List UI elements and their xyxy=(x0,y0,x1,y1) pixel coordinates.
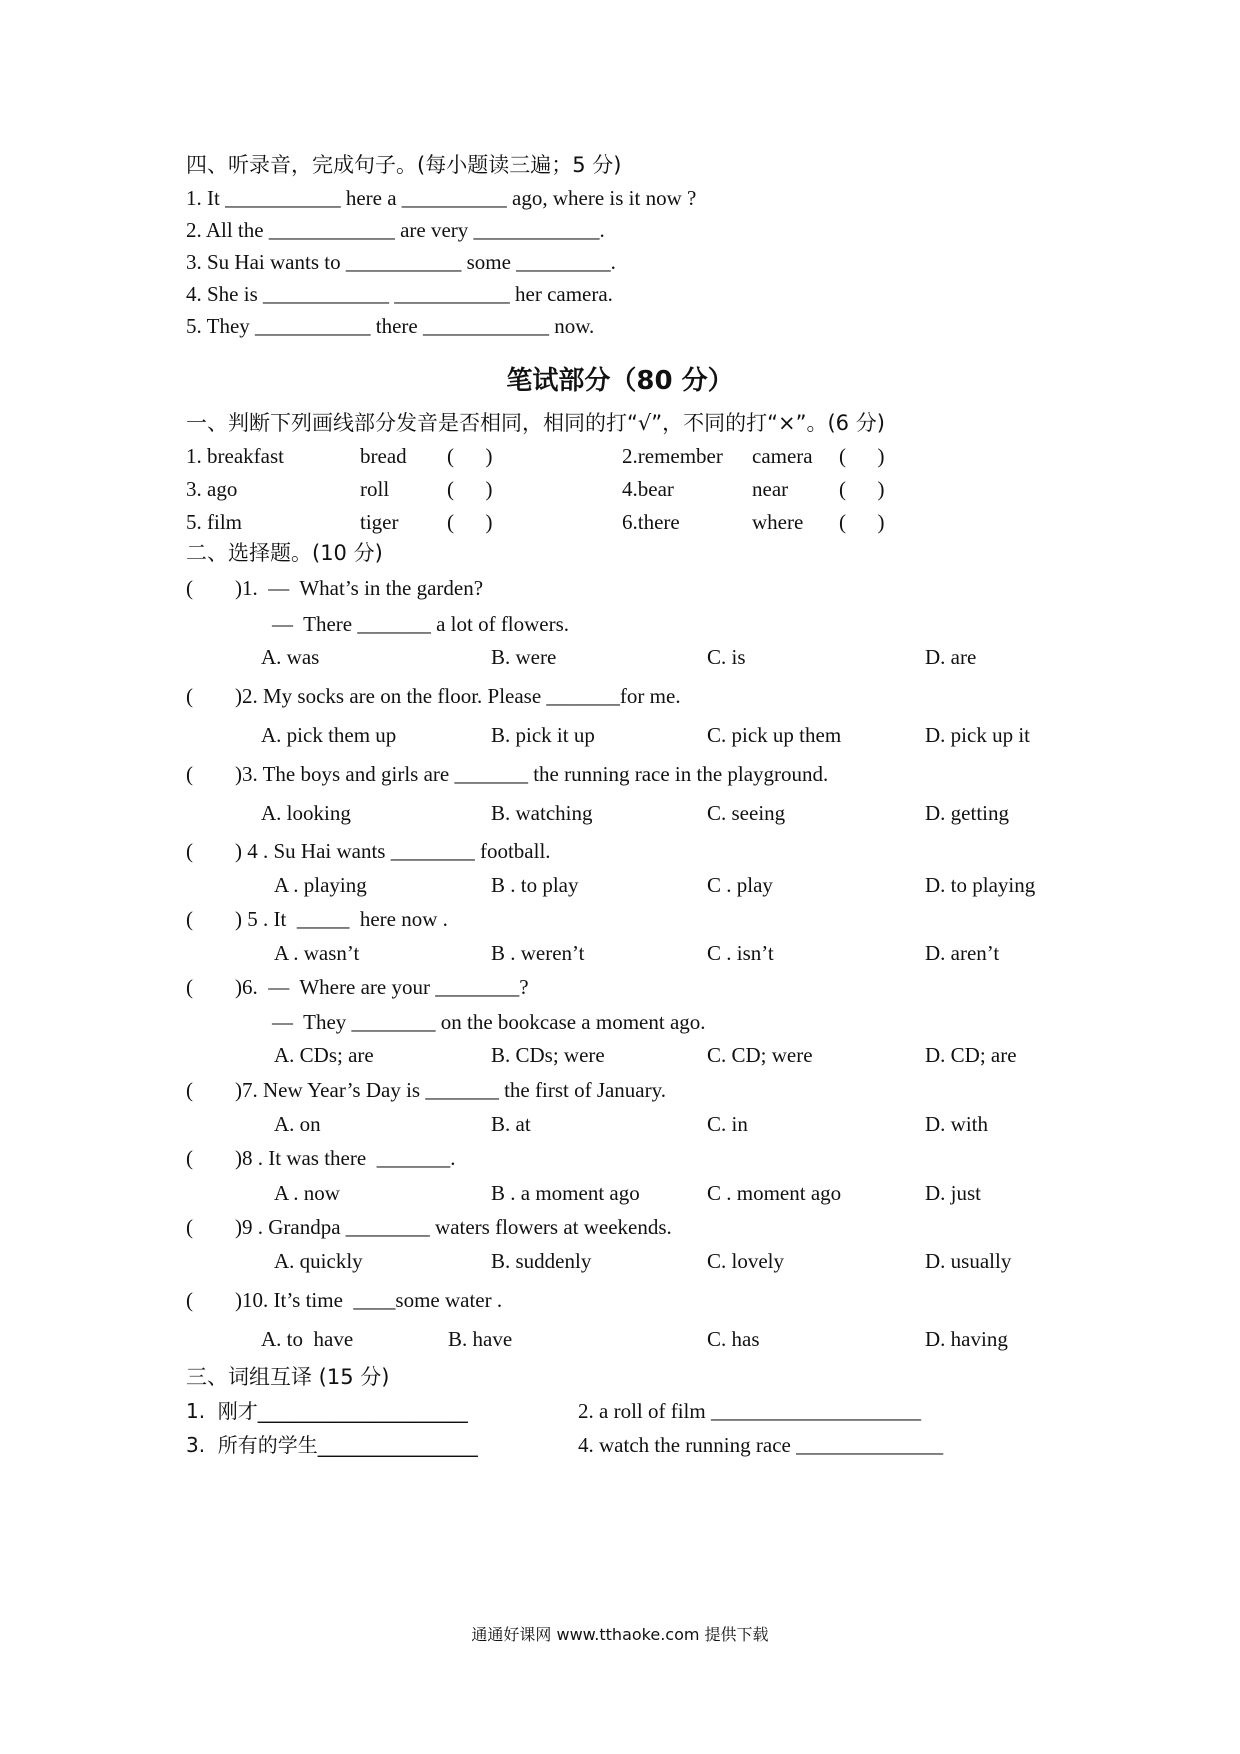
p1-r2-c4: 4.bear xyxy=(622,477,674,501)
q4-option-d: D. to playing xyxy=(925,873,1036,897)
q6-option-c: C. CD; were xyxy=(707,1043,813,1067)
q9-option-c: C. lovely xyxy=(707,1249,784,1273)
q10-option-d: D. having xyxy=(925,1327,1008,1351)
q2-option-a: A. pick them up xyxy=(261,723,397,747)
q6-stem2: — They ________ on the bookcase a moment ago. xyxy=(272,1010,706,1034)
p1-r2-c6: ( ) xyxy=(839,477,885,501)
written-section-title: 笔试部分（80 分） xyxy=(506,366,734,396)
q5-option-c: C . isn’t xyxy=(707,941,774,965)
part1-heading: 一、判断下列画线部分发音是否相同，相同的打“√”，不同的打“×”。(6 分) xyxy=(186,411,885,435)
q4-option-b: B . to play xyxy=(491,873,579,897)
p1-r1-c4: 2.remember xyxy=(622,444,723,468)
q6-option-d: D. CD; are xyxy=(925,1043,1017,1067)
q5-option-d: D. aren’t xyxy=(925,941,1000,965)
p1-r1-c3: ( ) xyxy=(447,444,493,468)
q9-option-d: D. usually xyxy=(925,1249,1012,1273)
q8-stem: ( )8 . It was there _______. xyxy=(186,1146,456,1170)
q7-option-d: D. with xyxy=(925,1112,988,1136)
q6-stem: ( )6. — Where are your ________? xyxy=(186,975,529,999)
q2-option-d: D. pick up it xyxy=(925,723,1030,747)
q1-stem: ( )1. — What’s in the garden? xyxy=(186,576,484,600)
p1-r2-c2: roll xyxy=(360,477,390,501)
listening-line-3: 3. Su Hai wants to ___________ some _________. xyxy=(186,250,616,274)
p3-item-1: 1. 刚才_____________________ xyxy=(186,1399,468,1423)
q2-stem: ( )2. My socks are on the floor. Please _______for me. xyxy=(186,684,681,708)
q3-option-c: C. seeing xyxy=(707,801,786,825)
q4-option-a: A . playing xyxy=(274,873,367,897)
q10-option-c: C. has xyxy=(707,1327,760,1351)
q3-stem: ( )3. The boys and girls are _______ the running race in the playground. xyxy=(186,762,829,786)
p1-r3-c1: 5. film xyxy=(186,510,242,534)
q9-option-a: A. quickly xyxy=(274,1249,363,1273)
part2-heading: 二、选择题。(10 分) xyxy=(186,541,383,565)
q6-option-b: B. CDs; were xyxy=(491,1043,605,1067)
listening-line-1: 1. It ___________ here a __________ ago, where is it now ? xyxy=(186,186,697,210)
p1-r1-c5: camera xyxy=(752,444,813,468)
q7-option-c: C. in xyxy=(707,1112,748,1136)
q3-option-d: D. getting xyxy=(925,801,1009,825)
p3-item-4: 4. watch the running race ______________ xyxy=(578,1433,944,1457)
p3-item-3: 3. 所有的学生________________ xyxy=(186,1433,478,1457)
p3-item-2: 2. a roll of film ____________________ xyxy=(578,1399,921,1423)
listening-heading: 四、听录音，完成句子。(每小题读三遍；5 分) xyxy=(186,153,622,177)
p1-r2-c5: near xyxy=(752,477,789,501)
q6-option-a: A. CDs; are xyxy=(274,1043,374,1067)
q5-option-a: A . wasn’t xyxy=(274,941,360,965)
p1-r2-c1: 3. ago xyxy=(186,477,238,501)
p1-r3-c2: tiger xyxy=(360,510,399,534)
p1-r3-c6: ( ) xyxy=(839,510,885,534)
q1-option-d: D. are xyxy=(925,645,977,669)
q7-option-b: B. at xyxy=(491,1112,531,1136)
listening-line-5: 5. They ___________ there ____________ now. xyxy=(186,314,595,338)
q4-stem: ( ) 4 . Su Hai wants ________ football. xyxy=(186,839,551,863)
q10-option-a: A. to have xyxy=(261,1327,354,1351)
q7-stem: ( )7. New Year’s Day is _______ the first of January. xyxy=(186,1078,667,1102)
q5-stem: ( ) 5 . It _____ here now . xyxy=(186,907,448,931)
q10-option-b: B. have xyxy=(448,1327,513,1351)
q1-option-b: B. were xyxy=(491,645,557,669)
listening-line-4: 4. She is ____________ ___________ her camera. xyxy=(186,282,613,306)
q9-option-b: B. suddenly xyxy=(491,1249,592,1273)
q8-option-a: A . now xyxy=(274,1181,340,1205)
q1-option-a: A. was xyxy=(261,645,320,669)
q8-option-b: B . a moment ago xyxy=(491,1181,640,1205)
q9-stem: ( )9 . Grandpa ________ waters flowers at weekends. xyxy=(186,1215,672,1239)
q5-option-b: B . weren’t xyxy=(491,941,585,965)
q10-stem: ( )10. It’s time ____some water . xyxy=(186,1288,503,1312)
listening-line-2: 2. All the ____________ are very ____________. xyxy=(186,218,605,242)
p1-r3-c5: where xyxy=(752,510,804,534)
p1-r3-c4: 6.there xyxy=(622,510,680,534)
q8-option-d: D. just xyxy=(925,1181,982,1205)
p1-r2-c3: ( ) xyxy=(447,477,493,501)
q4-option-c: C . play xyxy=(707,873,773,897)
p1-r1-c2: bread xyxy=(360,444,407,468)
p1-r1-c6: ( ) xyxy=(839,444,885,468)
p1-r3-c3: ( ) xyxy=(447,510,493,534)
q1-option-c: C. is xyxy=(707,645,746,669)
p1-r1-c1: 1. breakfast xyxy=(186,444,284,468)
q3-option-a: A. looking xyxy=(261,801,351,825)
q1-stem2: — There _______ a lot of flowers. xyxy=(272,612,570,636)
footer-credit: 通通好课网 www.tthaoke.com 提供下载 xyxy=(471,1625,769,1644)
q3-option-b: B. watching xyxy=(491,801,593,825)
q8-option-c: C . moment ago xyxy=(707,1181,842,1205)
q2-option-c: C. pick up them xyxy=(707,723,842,747)
q7-option-a: A. on xyxy=(274,1112,321,1136)
q2-option-b: B. pick it up xyxy=(491,723,595,747)
part3-heading: 三、词组互译 (15 分) xyxy=(186,1365,390,1389)
